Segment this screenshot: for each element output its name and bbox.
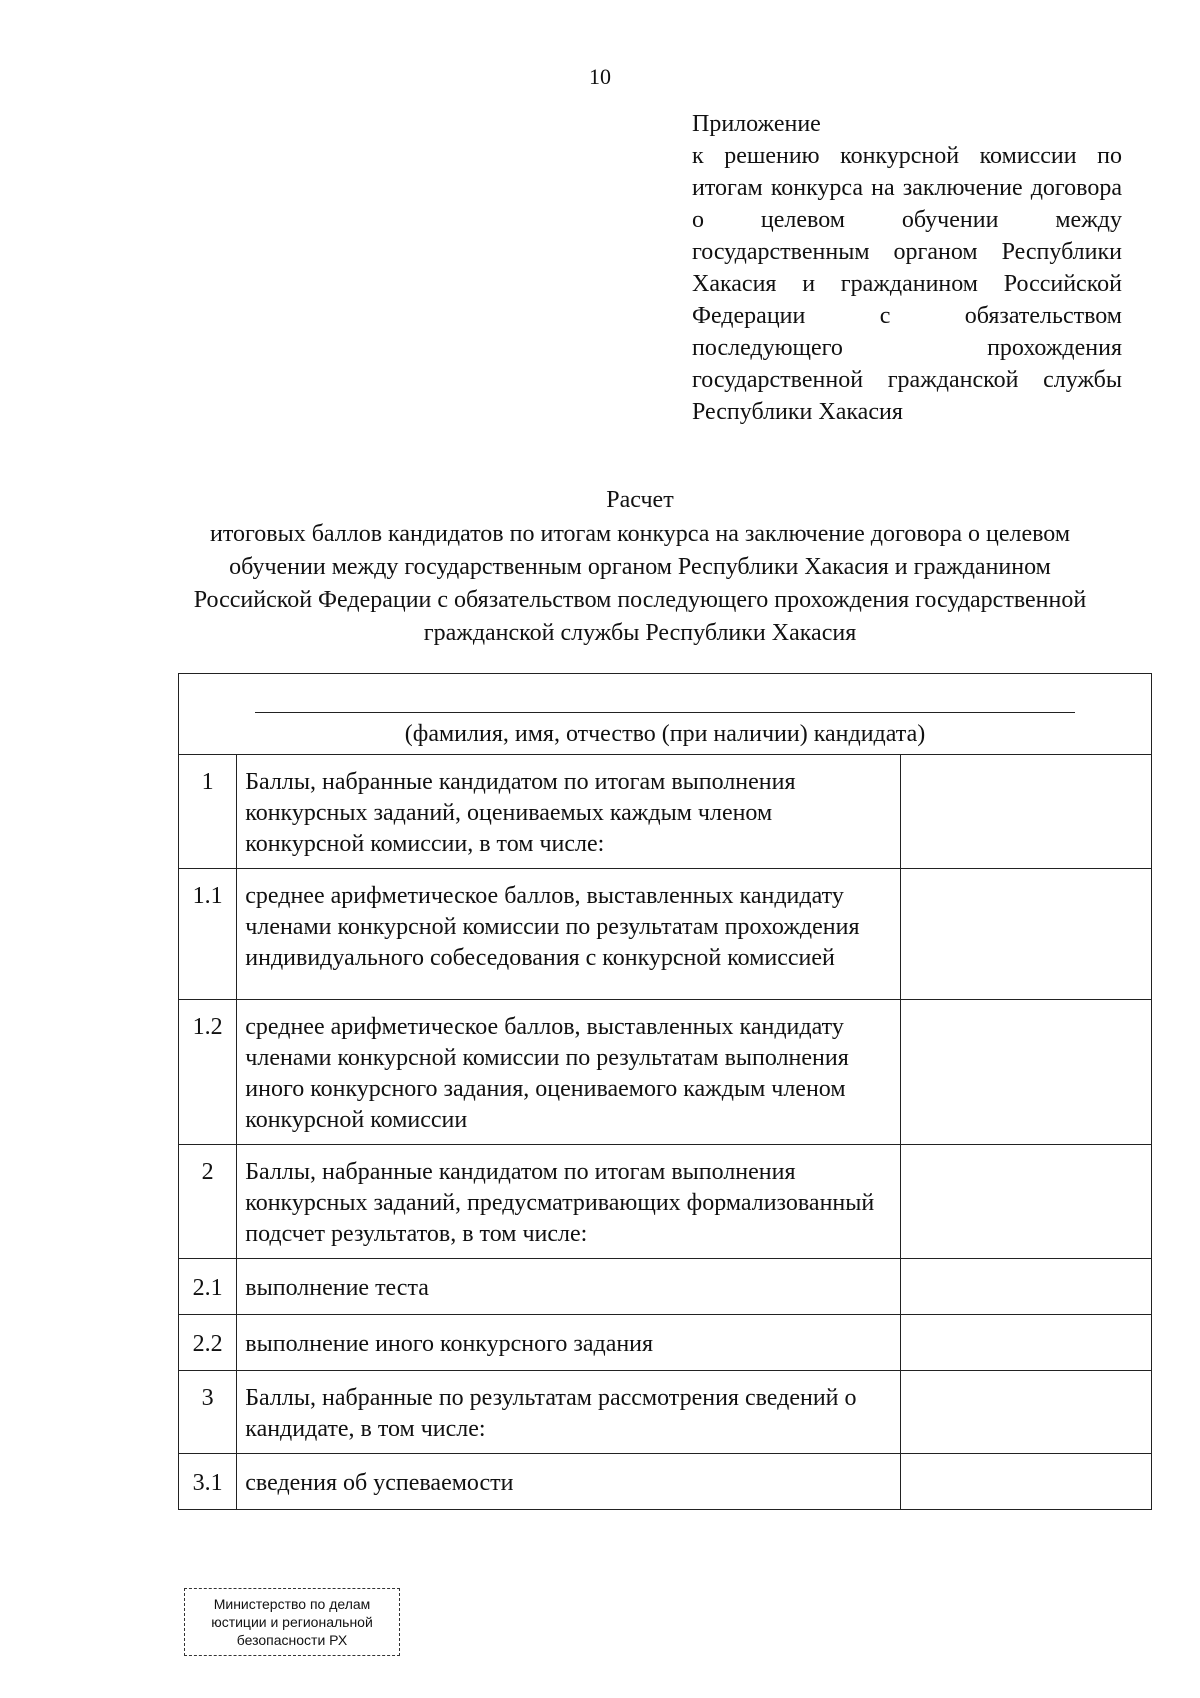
row-number: 2 xyxy=(179,1145,237,1259)
stamp-line: Министерство по делам xyxy=(213,1596,371,1612)
row-text: среднее арифметическое баллов, выставленных кандидату членами конкурсной комиссии по результатам прохождения индивидуального собеседования с конкурсной комиссией xyxy=(237,869,901,1000)
row-value xyxy=(900,1371,1151,1454)
row-text: Баллы, набранные кандидатом по итогам выполнения конкурсных заданий, предусматривающих формализованный подсчет результатов, в том числе: xyxy=(237,1145,901,1259)
row-value xyxy=(900,1315,1151,1371)
candidate-caption: (фамилия, имя, отчество (при наличии) кандидата) xyxy=(404,721,926,747)
row-text: Баллы, набранные кандидатом по итогам выполнения конкурсных заданий, оцениваемых каждым членом конкурсной комиссии, в том числе: xyxy=(237,755,901,869)
row-text: среднее арифметическое баллов, выставленных кандидату членами конкурсной комиссии по результатам выполнения иного конкурсного задания, оцениваемого каждым членом конкурсной комиссии xyxy=(237,1000,901,1145)
candidate-cell xyxy=(179,674,1152,755)
stamp-line: безопасности РХ xyxy=(236,1632,348,1648)
row-number: 3.1 xyxy=(179,1454,237,1510)
table-row xyxy=(179,1315,1152,1371)
row-value xyxy=(900,755,1151,869)
table-row xyxy=(179,1259,1152,1315)
row-value xyxy=(900,1000,1151,1145)
document-heading xyxy=(150,484,1130,650)
table-row xyxy=(179,1145,1152,1259)
table-row xyxy=(179,1454,1152,1510)
row-number: 2.2 xyxy=(179,1315,237,1371)
stamp-line: юстиции и региональной xyxy=(211,1614,373,1630)
row-number: 3 xyxy=(179,1371,237,1454)
heading-text: итоговых баллов кандидатов по итогам конкурса на заключение договора о целевом обучении между государственным органом Республики Хакасия и гражданином Российской Федерации с обязательством последующего прохождения государственной гражданской службы Республики Хакасия xyxy=(193,521,1087,646)
row-value xyxy=(900,1145,1151,1259)
row-text: выполнение теста xyxy=(237,1259,901,1315)
row-number: 2.1 xyxy=(179,1259,237,1315)
table-row xyxy=(179,755,1152,869)
ministry-stamp xyxy=(184,1588,400,1656)
row-value xyxy=(900,1259,1151,1315)
candidate-row xyxy=(179,674,1152,755)
row-number: 1 xyxy=(179,755,237,869)
heading-title: Расчет xyxy=(606,487,674,513)
candidate-name-line xyxy=(255,712,1075,713)
row-value xyxy=(900,1454,1151,1510)
appendix-block xyxy=(692,108,1122,428)
table-row xyxy=(179,869,1152,1000)
score-table xyxy=(178,673,1152,1510)
row-text: Баллы, набранные по результатам рассмотрения сведений о кандидате, в том числе: xyxy=(237,1371,901,1454)
row-number: 1.1 xyxy=(179,869,237,1000)
appendix-body: к решению конкурсной комиссии по итогам конкурса на заключение договора о целевом обучении между государственным органом Республики Хакасия и гражданином Российской Федерации с обязательством последующего прохождения государственной гражданской службы Республики Хакасия xyxy=(692,143,1122,425)
page-number: 10 xyxy=(589,64,611,89)
row-text: выполнение иного конкурсного задания xyxy=(237,1315,901,1371)
row-number: 1.2 xyxy=(179,1000,237,1145)
appendix-title: Приложение xyxy=(692,111,821,137)
table-row xyxy=(179,1000,1152,1145)
row-value xyxy=(900,869,1151,1000)
row-text: сведения об успеваемости xyxy=(237,1454,901,1510)
table-row xyxy=(179,1371,1152,1454)
